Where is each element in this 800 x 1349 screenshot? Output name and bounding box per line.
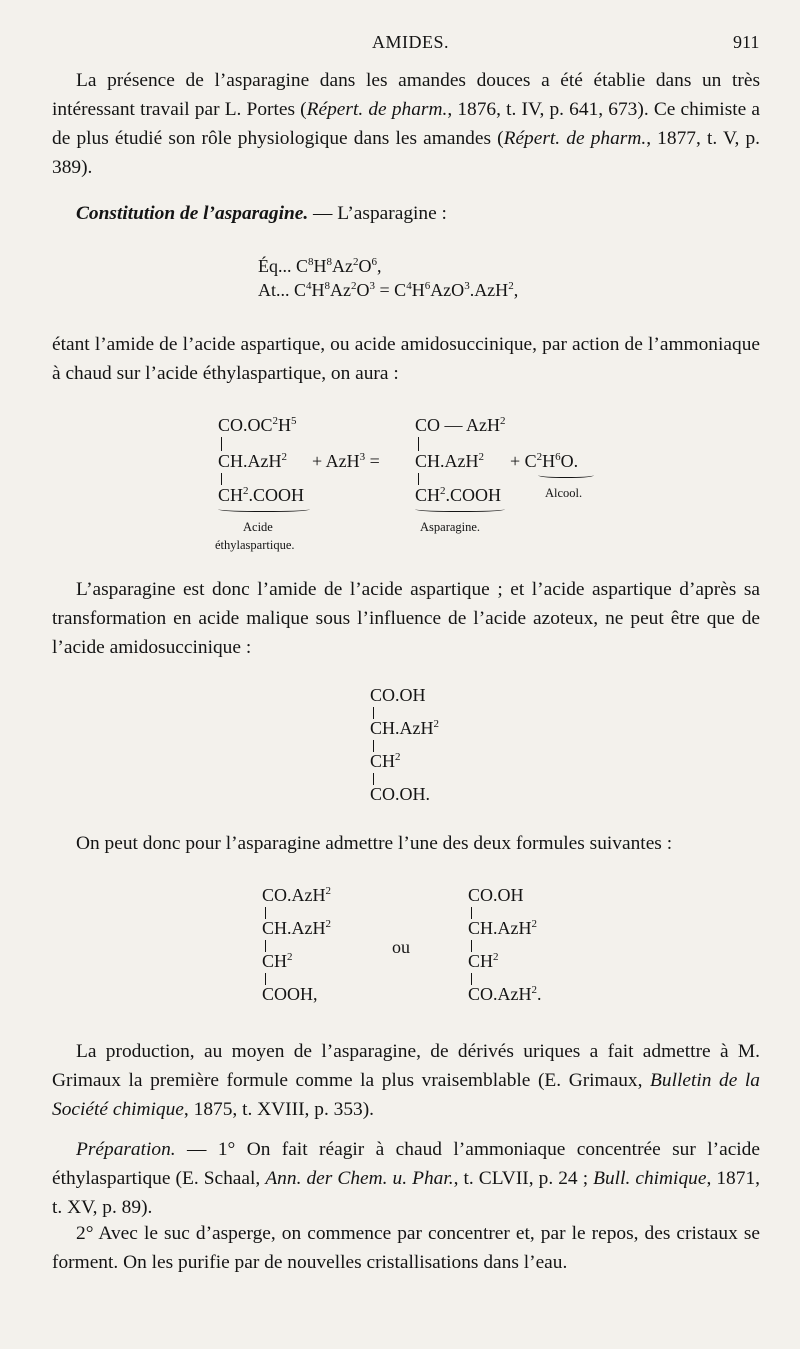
reactant-line-3: $CH^2.COOH$ bbox=[218, 485, 305, 505]
reactant-line-1: $CO.OC^2H^5$ bbox=[218, 415, 297, 435]
running-title: AMIDES. bbox=[372, 32, 450, 52]
text-run: , 1871, t. XV, p. 89). bbox=[52, 1168, 760, 1218]
underbrace bbox=[538, 471, 594, 478]
text-run: , 1877, t. V, p. 389). bbox=[52, 128, 760, 178]
text-run: La production, au moyen de l’asparagine, de dérivés uriques a fait admettre à M. Grimaux la première formule comme la plus vraisemblable (E. Grimaux, bbox=[52, 1041, 760, 1091]
reaction-operator: + AzH$^3$ = bbox=[312, 451, 380, 471]
formula-line: $CH^2$ bbox=[370, 751, 401, 771]
product-line-2: CH.AzH$^2$ bbox=[415, 451, 484, 471]
section-heading: Constitution de l’asparagine. bbox=[76, 203, 309, 224]
formula-line: CO.OH. bbox=[370, 784, 431, 804]
product-line-1: CO — AzH$^2$ bbox=[415, 415, 506, 435]
citation-title: Bulletin de la Société chimique bbox=[52, 1070, 760, 1120]
formula-amidosuccinic bbox=[370, 683, 490, 813]
underbrace bbox=[218, 505, 310, 512]
text-run: , 1876, t. IV, p. 641, 673). Ce chimiste a de plus étudié son rôle physiologique dans les amandes ( bbox=[52, 99, 761, 149]
page-header bbox=[0, 32, 800, 60]
formula-line: $CH^2$ bbox=[262, 951, 293, 971]
formula-alternatives bbox=[0, 883, 800, 1013]
text-run: , t. CLVII, p. 24 ; bbox=[453, 1168, 594, 1189]
reactant-label-2: éthylaspartique. bbox=[215, 538, 295, 552]
reactant-label-1: Acide bbox=[243, 520, 273, 534]
formula-line: CO.OH bbox=[468, 885, 524, 905]
section-heading: Préparation. bbox=[76, 1139, 176, 1160]
paragraph-amide-definition: étant l’amide de l’acide aspartique, ou acide amidosuccinique, par action de l’ammoniaque à chaud sur l’acide éthylaspartique, on aura : bbox=[52, 334, 760, 384]
formula-text: $C^8H^8Az^2O^6$, bbox=[296, 256, 382, 276]
formula-label: Éq... bbox=[258, 256, 292, 276]
citation-title: Ann. der Chem. u. Phar. bbox=[265, 1168, 454, 1189]
product-label: Asparagine. bbox=[420, 520, 481, 534]
conjunction: ou bbox=[392, 937, 410, 957]
reaction-equation bbox=[0, 413, 800, 553]
text-run: , 1875, t. XVIII, p. 353). bbox=[183, 1099, 375, 1120]
citation-title: Bull. chimique bbox=[593, 1168, 707, 1189]
formula-line: CH.AzH$^2$ bbox=[370, 718, 439, 738]
paragraph-aspartic: L’asparagine est donc l’amide de l’acide aspartique ; et l’acide aspartique d’après sa transformation en acide malique sous l’influence de l’acide azoteux, ne peut être que de l’acide amidosuccinique : bbox=[52, 579, 760, 658]
reactant-line-2: CH.AzH$^2$ bbox=[218, 451, 287, 471]
formula-text: $C^4H^8Az^2O^3 = C^4H^6AzO^3.AzH^2$, bbox=[294, 280, 519, 300]
formula-line: CH.AzH$^2$ bbox=[468, 918, 537, 938]
citation-title: Répert. de pharm. bbox=[306, 99, 448, 120]
formula-line: CO.AzH$^2$. bbox=[468, 984, 542, 1004]
formula-label: At... bbox=[258, 280, 290, 300]
page-number: 911 bbox=[733, 32, 760, 52]
formula-line: CH.AzH$^2$ bbox=[262, 918, 331, 938]
formula-line: $CH^2$ bbox=[468, 951, 499, 971]
text-run: — L’asparagine : bbox=[308, 203, 447, 224]
paragraph-asperge: 2° Avec le suc d’asperge, on commence par concentrer et, par le repos, des cristaux se forment. On les purifie par de nouvelles cristallisations dans l’eau. bbox=[52, 1223, 760, 1273]
paragraph-two-formulas: On peut donc pour l’asparagine admettre l’une des deux formules suivantes : bbox=[76, 833, 673, 854]
formula-line: COOH, bbox=[262, 984, 318, 1004]
paragraph-constitution bbox=[52, 199, 760, 228]
paragraph-portes bbox=[52, 66, 760, 182]
paragraph-grimaux bbox=[52, 1037, 760, 1124]
text-run: — 1° On fait réagir à chaud l’ammoniaque concentrée sur l’acide éthylaspartique (E. Schaal, bbox=[52, 1139, 760, 1189]
product-line-3: $CH^2.COOH$ bbox=[415, 485, 502, 505]
underbrace bbox=[415, 505, 505, 512]
citation-title: Répert. de pharm. bbox=[503, 128, 647, 149]
byproduct: + $C^2H^6O$. bbox=[510, 451, 579, 471]
formula-line: CO.AzH$^2$ bbox=[262, 885, 331, 905]
byproduct-label: Alcool. bbox=[545, 486, 583, 500]
formula-line: CO.OH bbox=[370, 685, 426, 705]
paragraph-preparation bbox=[52, 1135, 760, 1222]
text-run: La présence de l’asparagine dans les amandes douces a été établie dans un très intéressant travail par L. Portes ( bbox=[52, 70, 760, 120]
